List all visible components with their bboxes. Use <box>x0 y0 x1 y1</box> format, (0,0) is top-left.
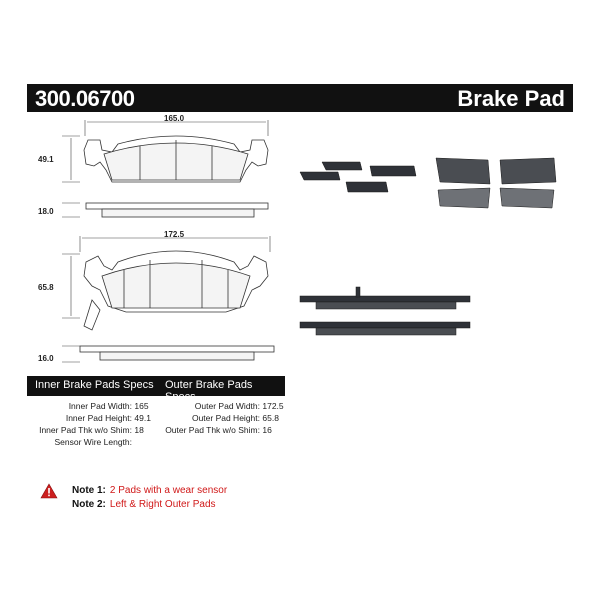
outer-height-dimension <box>62 254 80 318</box>
outer-pad-front-view <box>84 251 268 330</box>
inner-spec-row: Sensor Wire Length: <box>54 437 132 447</box>
product-photo-pads-side <box>300 287 470 335</box>
outer-spec-row: Outer Pad Width: 172.5 <box>194 401 284 411</box>
outer-pad-side-view <box>62 346 274 362</box>
inner-pad-side-view <box>62 203 268 217</box>
warning-icon <box>40 483 58 499</box>
product-photo-pads-top-left <box>300 162 416 192</box>
inner-spec-row: Inner Pad Height: 49.1 <box>65 413 151 423</box>
inner-height-label: 49.1 <box>38 155 54 164</box>
inner-spec-row: Inner Pad Thk w/o Shim: 18 <box>39 425 144 435</box>
specs-header <box>27 376 285 403</box>
inner-pad-front-view <box>84 136 268 182</box>
outer-specs-title: Outer Brake Pads Specs <box>165 379 253 403</box>
inner-height-dimension <box>62 136 80 182</box>
inner-thickness-label: 18.0 <box>38 207 54 216</box>
outer-width-label: 172.5 <box>164 230 185 239</box>
note-1: Note 1: 2 Pads with a wear sensor <box>72 485 228 496</box>
part-number: 300.06700 <box>35 86 135 111</box>
inner-specs-title: Inner Brake Pads Specs <box>35 379 154 391</box>
outer-spec-row: Outer Pad Thk w/o Shim: 16 <box>165 425 272 435</box>
outer-height-label: 65.8 <box>38 283 54 292</box>
inner-spec-row: Inner Pad Width: 165 <box>68 401 149 411</box>
outer-thickness-label: 16.0 <box>38 354 54 363</box>
product-type-title: Brake Pad <box>457 86 565 111</box>
product-photo-pads-top-right <box>436 158 556 208</box>
note-2: Note 2: Left & Right Outer Pads <box>72 499 216 510</box>
inner-width-label: 165.0 <box>164 114 185 123</box>
outer-spec-row: Outer Pad Height: 65.8 <box>191 413 279 423</box>
